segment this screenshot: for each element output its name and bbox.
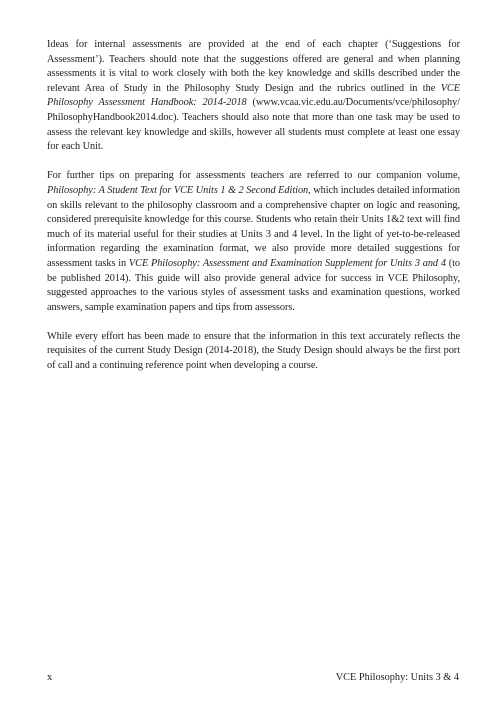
italic-title-text: VCE Philosophy: Assessment and Examination Supplement for Units 3 and 4 (128, 257, 446, 269)
paragraph (47, 169, 460, 315)
paragraph-text: For further tips on preparing for assessments teachers are referred to our companion volume, (47, 170, 460, 182)
paragraph-text: , which includes detailed information on skills relevant to the philosophy classroom and a comprehensive chapter on logic and reasoning, considered prerequisite knowledge for this course. Students who retain their Units 1&2 text will find much of its material useful for their studies at Units 3 and 4 level. In the light of yet-to-be-released information regarding the examination format, we also provide more detailed suggestions for assessment tasks in (47, 184, 460, 269)
paragraph (47, 38, 460, 155)
running-title: VCE Philosophy: Units 3 & 4 (335, 672, 459, 683)
page-number: x (47, 672, 53, 683)
body-text (47, 38, 460, 388)
italic-title-text: Philosophy: A Student Text for VCE Units 1 & 2 Second Edition (47, 184, 309, 196)
paragraph-text: Ideas for internal assessments are provided at the end of each chapter (‘Suggestions for Assessment’). Teachers should note that the suggestions offered are general and when planning assessments it is vital to work closely with both the key knowledge and skills described under the relevant Area of Study in the Philosophy Study Design and the rubrics outlined in the (47, 39, 460, 94)
page-footer (47, 671, 459, 685)
paragraph (47, 330, 460, 374)
italic-title-text: VCE Philosophy Assessment Handbook: 2014-2018 (47, 82, 460, 109)
paragraph-text: (www.vcaa.vic.edu.au/Documents/vce/philosophy/ PhilosophyHandbook2014.doc). Teachers should also note that more than one task may be used to assess the relevant key knowledge and skills, however all students must complete at least one essay for each Unit. (47, 97, 460, 153)
paragraph-text: While every effort has been made to ensure that the information in this text accurately reflects the requisites of the current Study Design (2014-2018), the Study Design should always be the first port of call and a continuing reference point when developing a course. (47, 330, 460, 372)
paragraph-text: (to be published 2014). This guide will also provide general advice for success in VCE Philosophy, suggested approaches to the various styles of assessment tasks and examination questions, worked answers, sample examination papers and tips from assessors. (47, 257, 461, 313)
